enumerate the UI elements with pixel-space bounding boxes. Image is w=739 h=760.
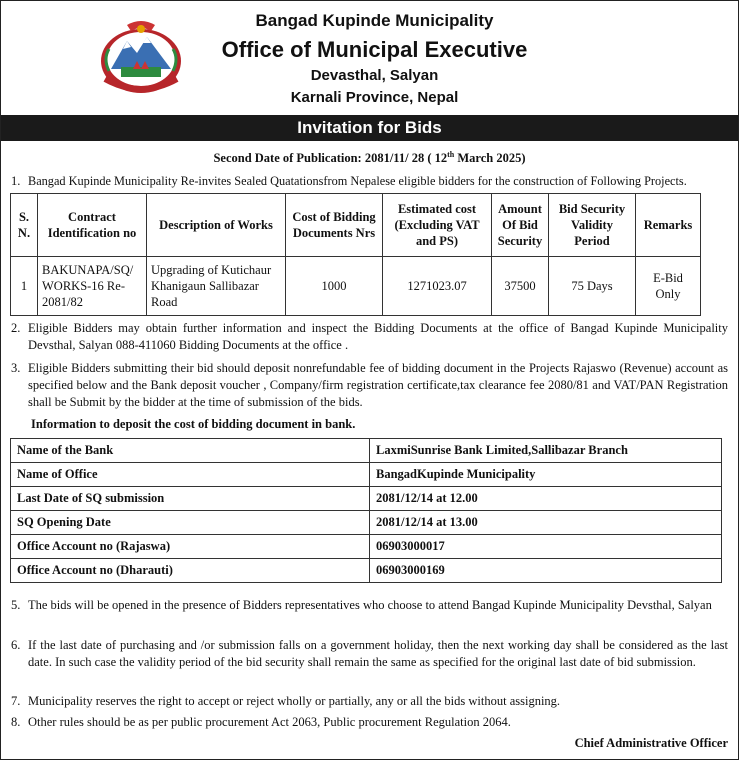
bank-value: 06903000017 — [370, 535, 722, 559]
publication-date-value: 2081/11/ 28 ( 12 — [364, 151, 448, 166]
municipality-name: Bangad Kupinde Municipality — [255, 11, 494, 30]
date-superscript: th — [447, 150, 455, 159]
col-remarks: Remarks — [636, 194, 701, 257]
col-contract: Contract Identification no — [38, 194, 147, 257]
works-table-header — [11, 194, 701, 257]
bank-label: Name of the Bank — [11, 439, 370, 463]
cell-validity: 75 Days — [549, 257, 636, 316]
table-row — [11, 559, 722, 583]
col-description: Description of Works — [147, 194, 286, 257]
bank-label: Office Account no (Rajaswa) — [11, 535, 370, 559]
paragraph-number: 2. — [11, 321, 21, 335]
cell-remarks: E-Bid Only — [636, 257, 701, 316]
table-row — [11, 511, 722, 535]
office-title: Office of Municipal Executive — [221, 37, 528, 62]
province-name: Karnali Province, Nepal — [290, 89, 459, 106]
cell-bid-amount: 37500 — [492, 257, 549, 316]
paragraph-number: 6. — [11, 638, 21, 652]
works-table — [10, 193, 701, 316]
paragraph-text: If the last date of purchasing and /or submission falls on a government holiday, then the next working day shall be considered as the last date. In such case the validity period of the bid security shall remain the same as specified for the original last date of bid submission. — [28, 638, 728, 669]
paragraph-number: 1. — [11, 174, 21, 188]
bank-value: BangadKupinde Municipality — [370, 463, 722, 487]
paragraph-number: 8. — [11, 715, 21, 729]
cell-description: Upgrading of Kutichaur Khanigaun Sallibazar Road — [147, 257, 286, 316]
bank-label: Last Date of SQ submission — [11, 487, 370, 511]
paragraph-3 — [11, 360, 728, 411]
col-bid-amount: Amount Of Bid Security — [492, 194, 549, 257]
signoff-title: Chief Administrative Officer — [574, 736, 728, 750]
table-row — [11, 439, 722, 463]
office-location: Devasthal, Salyan — [310, 67, 439, 84]
bank-value: LaxmiSunrise Bank Limited,Sallibazar Branch — [370, 439, 722, 463]
header — [1, 1, 738, 114]
paragraph-8 — [11, 714, 728, 731]
publication-label: Second Date of Publication: — [213, 151, 362, 166]
cell-estimate: 1271023.07 — [383, 257, 492, 316]
bank-value: 06903000169 — [370, 559, 722, 583]
col-sn: S. N. — [11, 194, 38, 257]
paragraph-text: The bids will be opened in the presence of Bidders representatives who choose to attend Bangad Kupinde Municipality Devsthal, Salyan — [28, 598, 712, 612]
publication-date-tail: March 2025) — [454, 151, 526, 166]
col-estimate: Estimated cost (Excluding VAT and PS) — [383, 194, 492, 257]
cell-contract: BAKUNAPA/SQ/ WORKS-16 Re-2081/82 — [38, 257, 147, 316]
table-row — [11, 487, 722, 511]
paragraph-2 — [11, 320, 728, 354]
table-row — [11, 257, 701, 316]
paragraph-number: 3. — [11, 361, 21, 375]
paragraph-number: 5. — [11, 598, 21, 612]
bank-info-table — [10, 438, 722, 583]
paragraph-number: 7. — [11, 694, 21, 708]
bank-value: 2081/12/14 at 12.00 — [370, 487, 722, 511]
paragraph-1 — [11, 173, 728, 190]
paragraph-text: Eligible Bidders may obtain further information and inspect the Bidding Documents at the office of Bangad Kupinde Municipality Devsthal, Salyan 088-411060 Bidding Documents at the office . — [28, 321, 728, 352]
cell-cost-doc: 1000 — [286, 257, 383, 316]
paragraph-5 — [11, 597, 728, 614]
bank-label: Name of Office — [11, 463, 370, 487]
paragraph-text: Municipality reserves the right to accept or reject wholly or partially, any or all the bids without assigning. — [28, 694, 561, 708]
bank-label: SQ Opening Date — [11, 511, 370, 535]
paragraph-text: Eligible Bidders submitting their bid should deposit nonrefundable fee of bidding document in the Projects Rajaswo (Revenue) account as specified below and the Bank deposit voucher , Company/firm registration certificate,tax clearance fee 2080/81 and VAT/PAN Registration shall be Submit by the bidder at the time of submission of the bids. — [28, 361, 728, 409]
bank-info-heading: Information to deposit the cost of bidding document in bank. — [31, 417, 356, 431]
cell-sn: 1 — [11, 257, 38, 316]
table-row — [11, 535, 722, 559]
table-row — [11, 463, 722, 487]
paragraph-7 — [11, 693, 728, 710]
paragraph-text: Bangad Kupinde Municipality Re-invites Sealed Quatationsfrom Nepalese eligible bidders for the construction of Following Projects. — [28, 174, 687, 188]
paragraph-6 — [11, 637, 728, 671]
paragraph-text: Other rules should be as per public procurement Act 2063, Public procurement Regulation 2064. — [28, 715, 511, 729]
publication-date — [1, 150, 738, 166]
notice-banner: Invitation for Bids — [1, 115, 738, 141]
bank-value: 2081/12/14 at 13.00 — [370, 511, 722, 535]
col-validity: Bid Security Validity Period — [549, 194, 636, 257]
col-cost-doc: Cost of Bidding Documents Nrs — [286, 194, 383, 257]
bank-label: Office Account no (Dharauti) — [11, 559, 370, 583]
